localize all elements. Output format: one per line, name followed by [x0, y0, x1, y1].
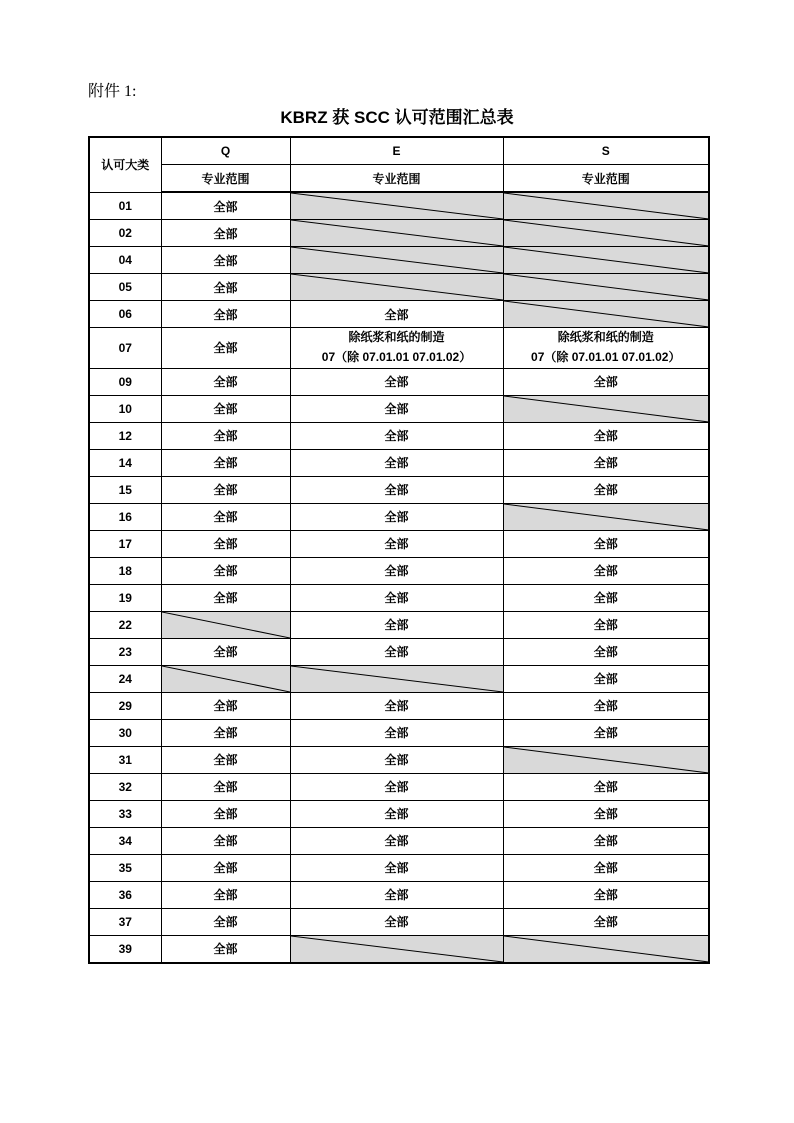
category-code: 30	[89, 719, 161, 746]
table-row	[89, 773, 709, 800]
table-row	[89, 368, 709, 395]
diagonal-slash-icon	[504, 247, 709, 273]
category-code: 34	[89, 827, 161, 854]
cell-q: 全部	[161, 638, 290, 665]
cell-s: 全部	[503, 584, 709, 611]
cell-q: 全部	[161, 328, 290, 369]
cell-e: 全部	[290, 638, 503, 665]
cell-e: 全部	[290, 881, 503, 908]
category-code: 06	[89, 301, 161, 328]
header-letter-row	[89, 137, 709, 165]
cell-e: 全部	[290, 476, 503, 503]
cell-s: 全部	[503, 611, 709, 638]
diagonal-slash-icon	[291, 274, 503, 300]
category-code: 16	[89, 503, 161, 530]
cell-e	[290, 328, 503, 369]
cell-q: 全部	[161, 908, 290, 935]
cell-e: 全部	[290, 584, 503, 611]
cell-q: 全部	[161, 368, 290, 395]
cell-q: 全部	[161, 476, 290, 503]
table-row	[89, 192, 709, 220]
diagonal-slash-icon	[504, 220, 709, 246]
category-code: 23	[89, 638, 161, 665]
cell-q: 全部	[161, 301, 290, 328]
cell-e: 全部	[290, 854, 503, 881]
cell-e: 全部	[290, 449, 503, 476]
table-row	[89, 800, 709, 827]
category-code: 07	[89, 328, 161, 369]
table-row	[89, 274, 709, 301]
cell-e: 全部	[290, 692, 503, 719]
header-scope-label-q: 专业范围	[161, 165, 290, 193]
cell-q: 全部	[161, 192, 290, 220]
cell-e	[290, 665, 503, 692]
cell-q: 全部	[161, 800, 290, 827]
header-scope-row	[89, 165, 709, 193]
header-column-letter-e: E	[290, 137, 503, 165]
diagonal-slash-icon	[162, 666, 290, 692]
cell-e	[290, 220, 503, 247]
category-code: 19	[89, 584, 161, 611]
cell-s	[503, 220, 709, 247]
cell-q: 全部	[161, 746, 290, 773]
cell-s: 全部	[503, 773, 709, 800]
category-code: 09	[89, 368, 161, 395]
cell-q: 全部	[161, 530, 290, 557]
category-code: 02	[89, 220, 161, 247]
diagonal-slash-icon	[504, 504, 709, 530]
category-code: 14	[89, 449, 161, 476]
table-row	[89, 301, 709, 328]
table-row	[89, 328, 709, 369]
table-row	[89, 584, 709, 611]
cell-e: 全部	[290, 422, 503, 449]
category-code: 29	[89, 692, 161, 719]
cell-e: 全部	[290, 395, 503, 422]
table-row	[89, 557, 709, 584]
table-row	[89, 220, 709, 247]
cell-s: 全部	[503, 719, 709, 746]
cell-e: 全部	[290, 557, 503, 584]
category-code: 37	[89, 908, 161, 935]
cell-s: 全部	[503, 854, 709, 881]
cell-q: 全部	[161, 247, 290, 274]
category-code: 10	[89, 395, 161, 422]
table-row	[89, 476, 709, 503]
table-row	[89, 719, 709, 746]
cell-s: 全部	[503, 368, 709, 395]
cell-s	[503, 274, 709, 301]
cell-e: 全部	[290, 746, 503, 773]
cell-s	[503, 328, 709, 369]
cell-s: 全部	[503, 638, 709, 665]
cell-s: 全部	[503, 908, 709, 935]
cell-s: 全部	[503, 422, 709, 449]
table-row	[89, 827, 709, 854]
cell-s	[503, 247, 709, 274]
cell-text-line: 除纸浆和纸的制造	[557, 330, 654, 344]
diagonal-slash-icon	[291, 936, 503, 962]
table-body	[89, 192, 709, 963]
diagonal-slash-icon	[504, 301, 709, 327]
cell-q: 全部	[161, 449, 290, 476]
table-row	[89, 530, 709, 557]
category-code: 04	[89, 247, 161, 274]
cell-q: 全部	[161, 422, 290, 449]
diagonal-slash-icon	[291, 193, 503, 219]
cell-e: 全部	[290, 503, 503, 530]
category-code: 24	[89, 665, 161, 692]
cell-e	[290, 192, 503, 220]
cell-q: 全部	[161, 719, 290, 746]
table-row	[89, 692, 709, 719]
table-row	[89, 908, 709, 935]
diagonal-slash-icon	[504, 396, 709, 422]
cell-s	[503, 935, 709, 963]
cell-s: 全部	[503, 692, 709, 719]
table-row	[89, 247, 709, 274]
cell-q: 全部	[161, 935, 290, 963]
cell-e: 全部	[290, 800, 503, 827]
header-scope-label-e: 专业范围	[290, 165, 503, 193]
cell-q: 全部	[161, 274, 290, 301]
table-row	[89, 395, 709, 422]
cell-q: 全部	[161, 773, 290, 800]
cell-q: 全部	[161, 584, 290, 611]
diagonal-slash-icon	[504, 274, 709, 300]
cell-s: 全部	[503, 449, 709, 476]
cell-q: 全部	[161, 395, 290, 422]
table-row	[89, 611, 709, 638]
cell-s: 全部	[503, 800, 709, 827]
cell-text-line: 07（除 07.01.01 07.01.02）	[321, 349, 472, 364]
cell-text-line: 除纸浆和纸的制造	[348, 330, 445, 344]
accreditation-scope-table	[88, 136, 710, 964]
cell-s: 全部	[503, 557, 709, 584]
diagonal-slash-icon	[291, 247, 503, 273]
category-code: 12	[89, 422, 161, 449]
diagonal-slash-icon	[291, 666, 503, 692]
cell-q: 全部	[161, 220, 290, 247]
diagonal-slash-icon	[291, 220, 503, 246]
diagonal-slash-icon	[504, 193, 709, 219]
page-title: KBRZ 获 SCC 认可范围汇总表	[280, 108, 514, 127]
cell-s	[503, 503, 709, 530]
cell-text-line: 07（除 07.01.01 07.01.02）	[531, 349, 681, 364]
diagonal-slash-icon	[504, 936, 709, 962]
cell-q: 全部	[161, 557, 290, 584]
header-category-label: 认可大类	[89, 137, 161, 192]
table-row	[89, 665, 709, 692]
category-code: 39	[89, 935, 161, 963]
cell-e: 全部	[290, 827, 503, 854]
cell-s	[503, 395, 709, 422]
header-column-letter-s: S	[503, 137, 709, 165]
cell-q: 全部	[161, 881, 290, 908]
table-header	[89, 137, 709, 192]
cell-s	[503, 746, 709, 773]
attachment-label: 附件 1:	[88, 83, 137, 100]
category-code: 31	[89, 746, 161, 773]
cell-s: 全部	[503, 530, 709, 557]
category-code: 05	[89, 274, 161, 301]
cell-e	[290, 247, 503, 274]
cell-q: 全部	[161, 854, 290, 881]
table-row	[89, 503, 709, 530]
table-row	[89, 449, 709, 476]
cell-e: 全部	[290, 530, 503, 557]
category-code: 01	[89, 192, 161, 220]
diagonal-slash-icon	[504, 747, 709, 773]
cell-e	[290, 935, 503, 963]
cell-s	[503, 301, 709, 328]
table-row	[89, 854, 709, 881]
diagonal-slash-icon	[162, 612, 290, 638]
category-code: 35	[89, 854, 161, 881]
cell-e: 全部	[290, 301, 503, 328]
cell-s: 全部	[503, 476, 709, 503]
table-row	[89, 881, 709, 908]
cell-q	[161, 611, 290, 638]
cell-e: 全部	[290, 908, 503, 935]
cell-e: 全部	[290, 719, 503, 746]
category-code: 17	[89, 530, 161, 557]
header-column-letter-q: Q	[161, 137, 290, 165]
category-code: 18	[89, 557, 161, 584]
cell-s: 全部	[503, 827, 709, 854]
cell-q: 全部	[161, 503, 290, 530]
cell-s: 全部	[503, 881, 709, 908]
table-row	[89, 935, 709, 963]
category-code: 32	[89, 773, 161, 800]
cell-e: 全部	[290, 368, 503, 395]
cell-e: 全部	[290, 773, 503, 800]
cell-s: 全部	[503, 665, 709, 692]
cell-q	[161, 665, 290, 692]
cell-s	[503, 192, 709, 220]
category-code: 33	[89, 800, 161, 827]
table-row	[89, 746, 709, 773]
category-code: 22	[89, 611, 161, 638]
cell-q: 全部	[161, 692, 290, 719]
cell-e	[290, 274, 503, 301]
table-row	[89, 638, 709, 665]
category-code: 15	[89, 476, 161, 503]
table-row	[89, 422, 709, 449]
header-scope-label-s: 专业范围	[503, 165, 709, 193]
category-code: 36	[89, 881, 161, 908]
cell-q: 全部	[161, 827, 290, 854]
cell-e: 全部	[290, 611, 503, 638]
